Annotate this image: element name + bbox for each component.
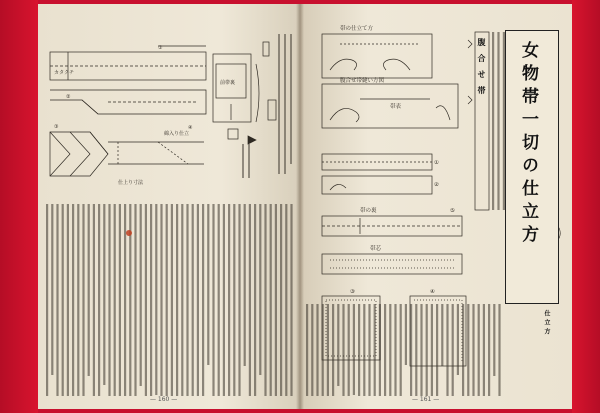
- text-line: [311, 304, 313, 396]
- left-fig-label-d: 前帯裏: [220, 80, 236, 86]
- text-line: [150, 204, 152, 396]
- text-line: [98, 204, 100, 396]
- text-line: [420, 304, 422, 396]
- text-line: [103, 204, 105, 385]
- text-line: [457, 304, 459, 375]
- text-line: [93, 204, 95, 396]
- text-line: [134, 204, 136, 396]
- left-page-number: — 160 —: [150, 396, 178, 403]
- text-line: [176, 204, 178, 396]
- section-heading: 腹合せ帯: [477, 38, 487, 102]
- text-line: [82, 204, 84, 396]
- text-line: [332, 304, 334, 396]
- text-line: [140, 204, 142, 386]
- text-line: [358, 304, 360, 396]
- left-circled-2: ②: [66, 94, 71, 100]
- text-line: [207, 204, 209, 365]
- text-line: [462, 304, 464, 396]
- book-gutter: [296, 4, 304, 409]
- text-line: [166, 204, 168, 396]
- chapter-title-box: [505, 30, 559, 304]
- right-fig-caption-top: 帯の仕立て方: [340, 26, 374, 32]
- right-page: [300, 4, 572, 409]
- red-mark: [126, 230, 132, 236]
- left-diagram: [38, 4, 300, 409]
- text-line: [379, 304, 381, 396]
- left-upper-text: [242, 34, 292, 178]
- book-cover-edge-right: [572, 0, 600, 413]
- text-line: [186, 204, 188, 396]
- text-line: [155, 204, 157, 395]
- text-line: [238, 204, 240, 396]
- text-line: [192, 204, 194, 396]
- text-line: [270, 204, 272, 396]
- chapter-title: 女物帯一切の仕立方: [518, 41, 538, 248]
- text-line: [181, 204, 183, 396]
- text-line: [405, 304, 407, 365]
- left-circled-4: ④: [188, 125, 193, 131]
- right-circled-3: ③: [350, 289, 355, 295]
- right-fig-label-b2: 帯の裏: [360, 208, 377, 214]
- right-fig-label-b1: 帯表: [390, 104, 402, 110]
- text-line: [441, 304, 443, 366]
- right-body-text: [306, 32, 537, 396]
- book-cover-edge-left: [0, 0, 38, 413]
- text-line: [348, 304, 350, 396]
- text-line: [472, 304, 474, 396]
- text-line: [171, 204, 173, 396]
- text-line: [478, 304, 480, 396]
- text-line: [389, 304, 391, 396]
- text-line: [327, 304, 329, 396]
- text-line: [145, 204, 147, 396]
- left-fig-label-b: 仕上り寸法: [118, 180, 144, 186]
- text-line: [197, 204, 199, 396]
- text-line: [119, 204, 121, 396]
- text-line: [322, 304, 324, 396]
- text-line: [233, 204, 235, 396]
- subsection-heading: 仕立方: [543, 310, 550, 337]
- text-line: [212, 204, 214, 396]
- text-line: [353, 304, 355, 395]
- left-page: [38, 4, 300, 409]
- text-line: [337, 304, 339, 386]
- left-circled-3: ③: [54, 124, 59, 130]
- text-line: [280, 204, 282, 396]
- text-line: [108, 204, 110, 396]
- text-line: [51, 204, 53, 375]
- right-fig-caption-mid: 腹合せ帯縫い方図: [340, 78, 385, 84]
- text-line: [446, 304, 448, 396]
- text-line: [400, 304, 402, 396]
- text-line: [88, 204, 90, 376]
- right-circled-4: ④: [430, 289, 435, 295]
- text-line: [488, 304, 490, 396]
- text-line: [436, 304, 438, 396]
- text-line: [218, 204, 220, 396]
- text-line: [254, 204, 256, 396]
- text-line: [244, 204, 246, 366]
- text-line: [223, 204, 225, 396]
- text-line: [259, 204, 261, 375]
- text-line: [228, 204, 230, 396]
- left-body-text: [46, 204, 293, 396]
- text-line: [306, 304, 308, 396]
- left-circled-1: ①: [158, 45, 163, 51]
- text-line: [202, 204, 204, 396]
- right-circled-5: ⑤: [450, 208, 455, 214]
- text-line: [426, 304, 428, 396]
- text-line: [368, 304, 370, 396]
- text-line: [62, 204, 64, 396]
- text-line: [316, 304, 318, 396]
- text-line: [160, 204, 162, 396]
- text-line: [114, 204, 116, 396]
- text-line: [264, 204, 266, 396]
- text-line: [67, 204, 69, 396]
- text-line: [452, 304, 454, 396]
- text-line: [415, 304, 417, 396]
- text-line: [467, 304, 469, 396]
- text-line: [56, 204, 58, 396]
- text-line: [497, 32, 499, 210]
- text-line: [249, 204, 251, 396]
- right-page-number: — 161 —: [412, 396, 440, 403]
- text-line: [72, 204, 74, 396]
- right-circled-1: ①: [434, 160, 439, 166]
- text-line: [394, 304, 396, 396]
- text-line: [46, 204, 48, 396]
- text-line: [498, 304, 500, 396]
- text-line: [77, 204, 79, 396]
- text-line: [363, 304, 365, 396]
- text-line: [493, 304, 495, 376]
- left-fig-label-c: 綿入り仕立: [164, 131, 190, 137]
- text-line: [290, 204, 292, 396]
- left-fig-label-a: カタクチ: [54, 70, 75, 76]
- text-line: [275, 204, 277, 396]
- text-line: [384, 304, 386, 396]
- right-circled-2: ②: [434, 182, 439, 188]
- text-line: [410, 304, 412, 396]
- text-line: [285, 204, 287, 396]
- text-line: [483, 304, 485, 396]
- text-line: [492, 32, 494, 210]
- right-fig-label-b3: 帯芯: [370, 246, 382, 252]
- text-line: [431, 304, 433, 396]
- text-line: [342, 304, 344, 396]
- text-line: [374, 304, 376, 396]
